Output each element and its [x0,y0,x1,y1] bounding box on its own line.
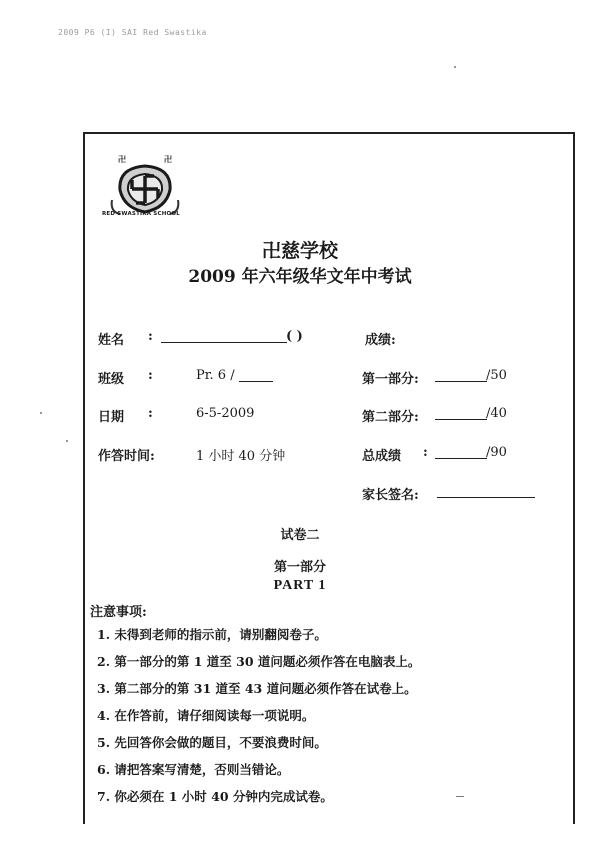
total-score-blank[interactable] [435,447,487,459]
total-label: 总成绩 [362,449,402,464]
note-item: 5. 先回答你会做的题目，不要浪费时间。 [97,735,327,750]
date-label: 日期 [98,410,125,425]
part2-score-blank[interactable] [435,408,487,420]
svg-text:卍: 卍 [118,154,126,164]
note-item: 1. 未得到老师的指示前，请别翻阅卷子。 [97,627,327,642]
name-blank[interactable] [161,331,287,343]
part1-score-blank[interactable] [435,370,487,382]
scan-speck [66,440,68,442]
note-item: 3. 第二部分的第 31 道至 43 道问题必须作答在试卷上。 [97,681,417,696]
part2-total: /40 [486,406,507,421]
school-name: 卍慈学校 [261,240,338,262]
name-colon: : [148,329,153,344]
total-total: /90 [486,445,507,460]
time-value: 1 小时 40 分钟 [196,449,286,464]
score-label: 成绩: [365,333,396,348]
svg-text:卍: 卍 [164,154,172,164]
part2-label: 第二部分: [362,410,419,425]
notes-heading: 注意事项: [90,605,147,620]
part-label: PART 1 [273,578,327,593]
paper-label: 试卷二 [280,528,320,543]
logo-caption: RED SWASTIKA SCHOOL [102,211,180,217]
index-number-paren: ( ) [286,329,303,344]
date-colon: : [148,406,153,421]
exam-title: 2009 年六年级华文年中考试 [188,267,412,287]
name-label: 姓名 [98,333,125,348]
note-item: 4. 在作答前，请仔细阅读每一项说明。 [97,708,315,723]
class-label: 班级 [98,372,125,387]
parent-signature-label: 家长签名: [362,488,419,503]
date-value: 6-5-2009 [196,406,255,421]
note-item: 2. 第一部分的第 1 道至 30 道问题必须作答在电脑表上。 [97,654,421,669]
scan-speck [454,66,456,68]
scan-speck [40,412,42,414]
parent-signature-blank[interactable] [437,486,535,498]
part1-total: /50 [486,368,507,383]
total-colon: : [423,445,428,460]
scan-header-line: 2009 P6 (I) SAI Red Swastika [58,28,207,37]
note-item: 7. 你必须在 1 小时 40 分钟内完成试卷。 [97,789,333,804]
time-label: 作答时间: [98,449,155,464]
section-label: 第一部分 [273,560,326,575]
class-colon: : [148,368,153,383]
class-value: Pr. 6 / [196,368,235,383]
class-blank[interactable] [239,370,273,382]
part1-label: 第一部分: [362,372,419,387]
note-item: 6. 请把答案写清楚，否则当错论。 [97,762,290,777]
